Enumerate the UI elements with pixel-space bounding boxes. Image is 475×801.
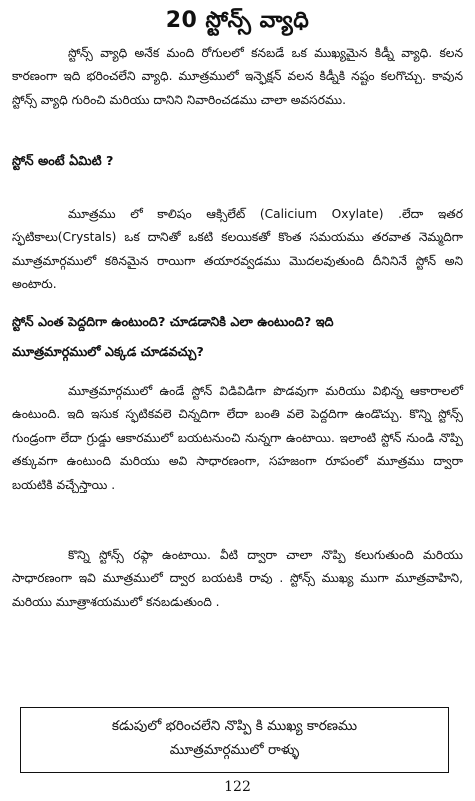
intro-paragraph: స్టోన్స్ వ్యాధి అనేక మంది రోగులలో కనబడే ఒక ముఖ్యమైన కిడ్నీ వ్యాధి. కలన కారణంగా ఇది భరించలేని వ్యాధి. మూత్రములో ఇన్ఫెక్షన్ వలన కిడ్నీకి నష్టం కలగొచ్చు. కావున స్టోన్స్ వ్యాధి గురించి మరియు దానిని నివారించడము చాలా అవసరము. bbox=[12, 46, 463, 107]
callout-line-2: మూత్రమార్గములో రాళ్ళు bbox=[169, 742, 300, 758]
section-heading-what-is-stone: స్టోన్ అంటే ఏమిటి ? bbox=[12, 154, 114, 169]
rough-stones-paragraph: కొన్ని స్టోన్స్ రఫ్గా ఉంటాయి. వీటి ద్వారా చాలా నొప్పి కలుగుతుంది మరియు సాధారణంగా ఇవి మూత్రములో ద్వార బయటకి రావు . స్టోన్స్ ముఖ్య ముగా మూత్రవాహిని, మరియు మూత్రాశయములో కనబడుతుంది . bbox=[12, 548, 463, 609]
page-title: 20 స్టోన్స్ వ్యాధి bbox=[165, 8, 310, 33]
page-number: 122 bbox=[224, 779, 251, 795]
section-heading-stone-size-line1: స్టోన్ ఎంత పెద్దదిగా ఉంటుంది? చూడడానికి ఎలా ఉంటుంది? ఇది bbox=[12, 315, 334, 330]
key-message-box bbox=[20, 707, 449, 773]
section-heading-stone-size-line2: మూత్రమార్గములో ఎక్కడ చూడవచ్చు? bbox=[12, 345, 204, 360]
callout-line-1: కడుపులో భరించలేని నొప్పి కి ముఖ్య కారణము bbox=[111, 718, 358, 734]
stone-definition-paragraph: మూత్రము లో కాలిషం ఆక్సిలేట్ (Calicium Oxylate) .లేదా ఇతర స్ఫటికాలు(Crystals) ఒక దానితో ఒకటి కలయికతో కొంత సమయము తరవాత నెమ్మదిగా మూత్రమార్గములో కఠినమైన రాయిగా తయారవ్వడము మొదలవుతుంది దీనినినే స్టోన్ అని అంటారు. bbox=[12, 207, 463, 292]
stone-shape-paragraph: మూత్రమార్గములో ఉండే స్టోన్ విడివిడిగా పొడవుగా మరియు విభిన్న ఆకారాలలో ఉంటుంది. ఇది ఇసుక స్ఫటికవలె చిన్నదిగా లేదా బంతి వలె పెద్దదిగా ఉండొచ్చు. కొన్ని స్టోన్స్ గుండ్రంగా లేదా గ్రుడ్డు ఆకారములో బయటనుంచి నున్నగా ఉంటాయి. ఇలాంటి స్టోన్ నుండి నొప్పి తక్కువగా ఉంటుంది మరియు అవి సాధారణంగా, సహజంగా రూపంలో మూత్రము ద్వారా బయటికి వచ్చేస్తాయి . bbox=[12, 384, 463, 492]
